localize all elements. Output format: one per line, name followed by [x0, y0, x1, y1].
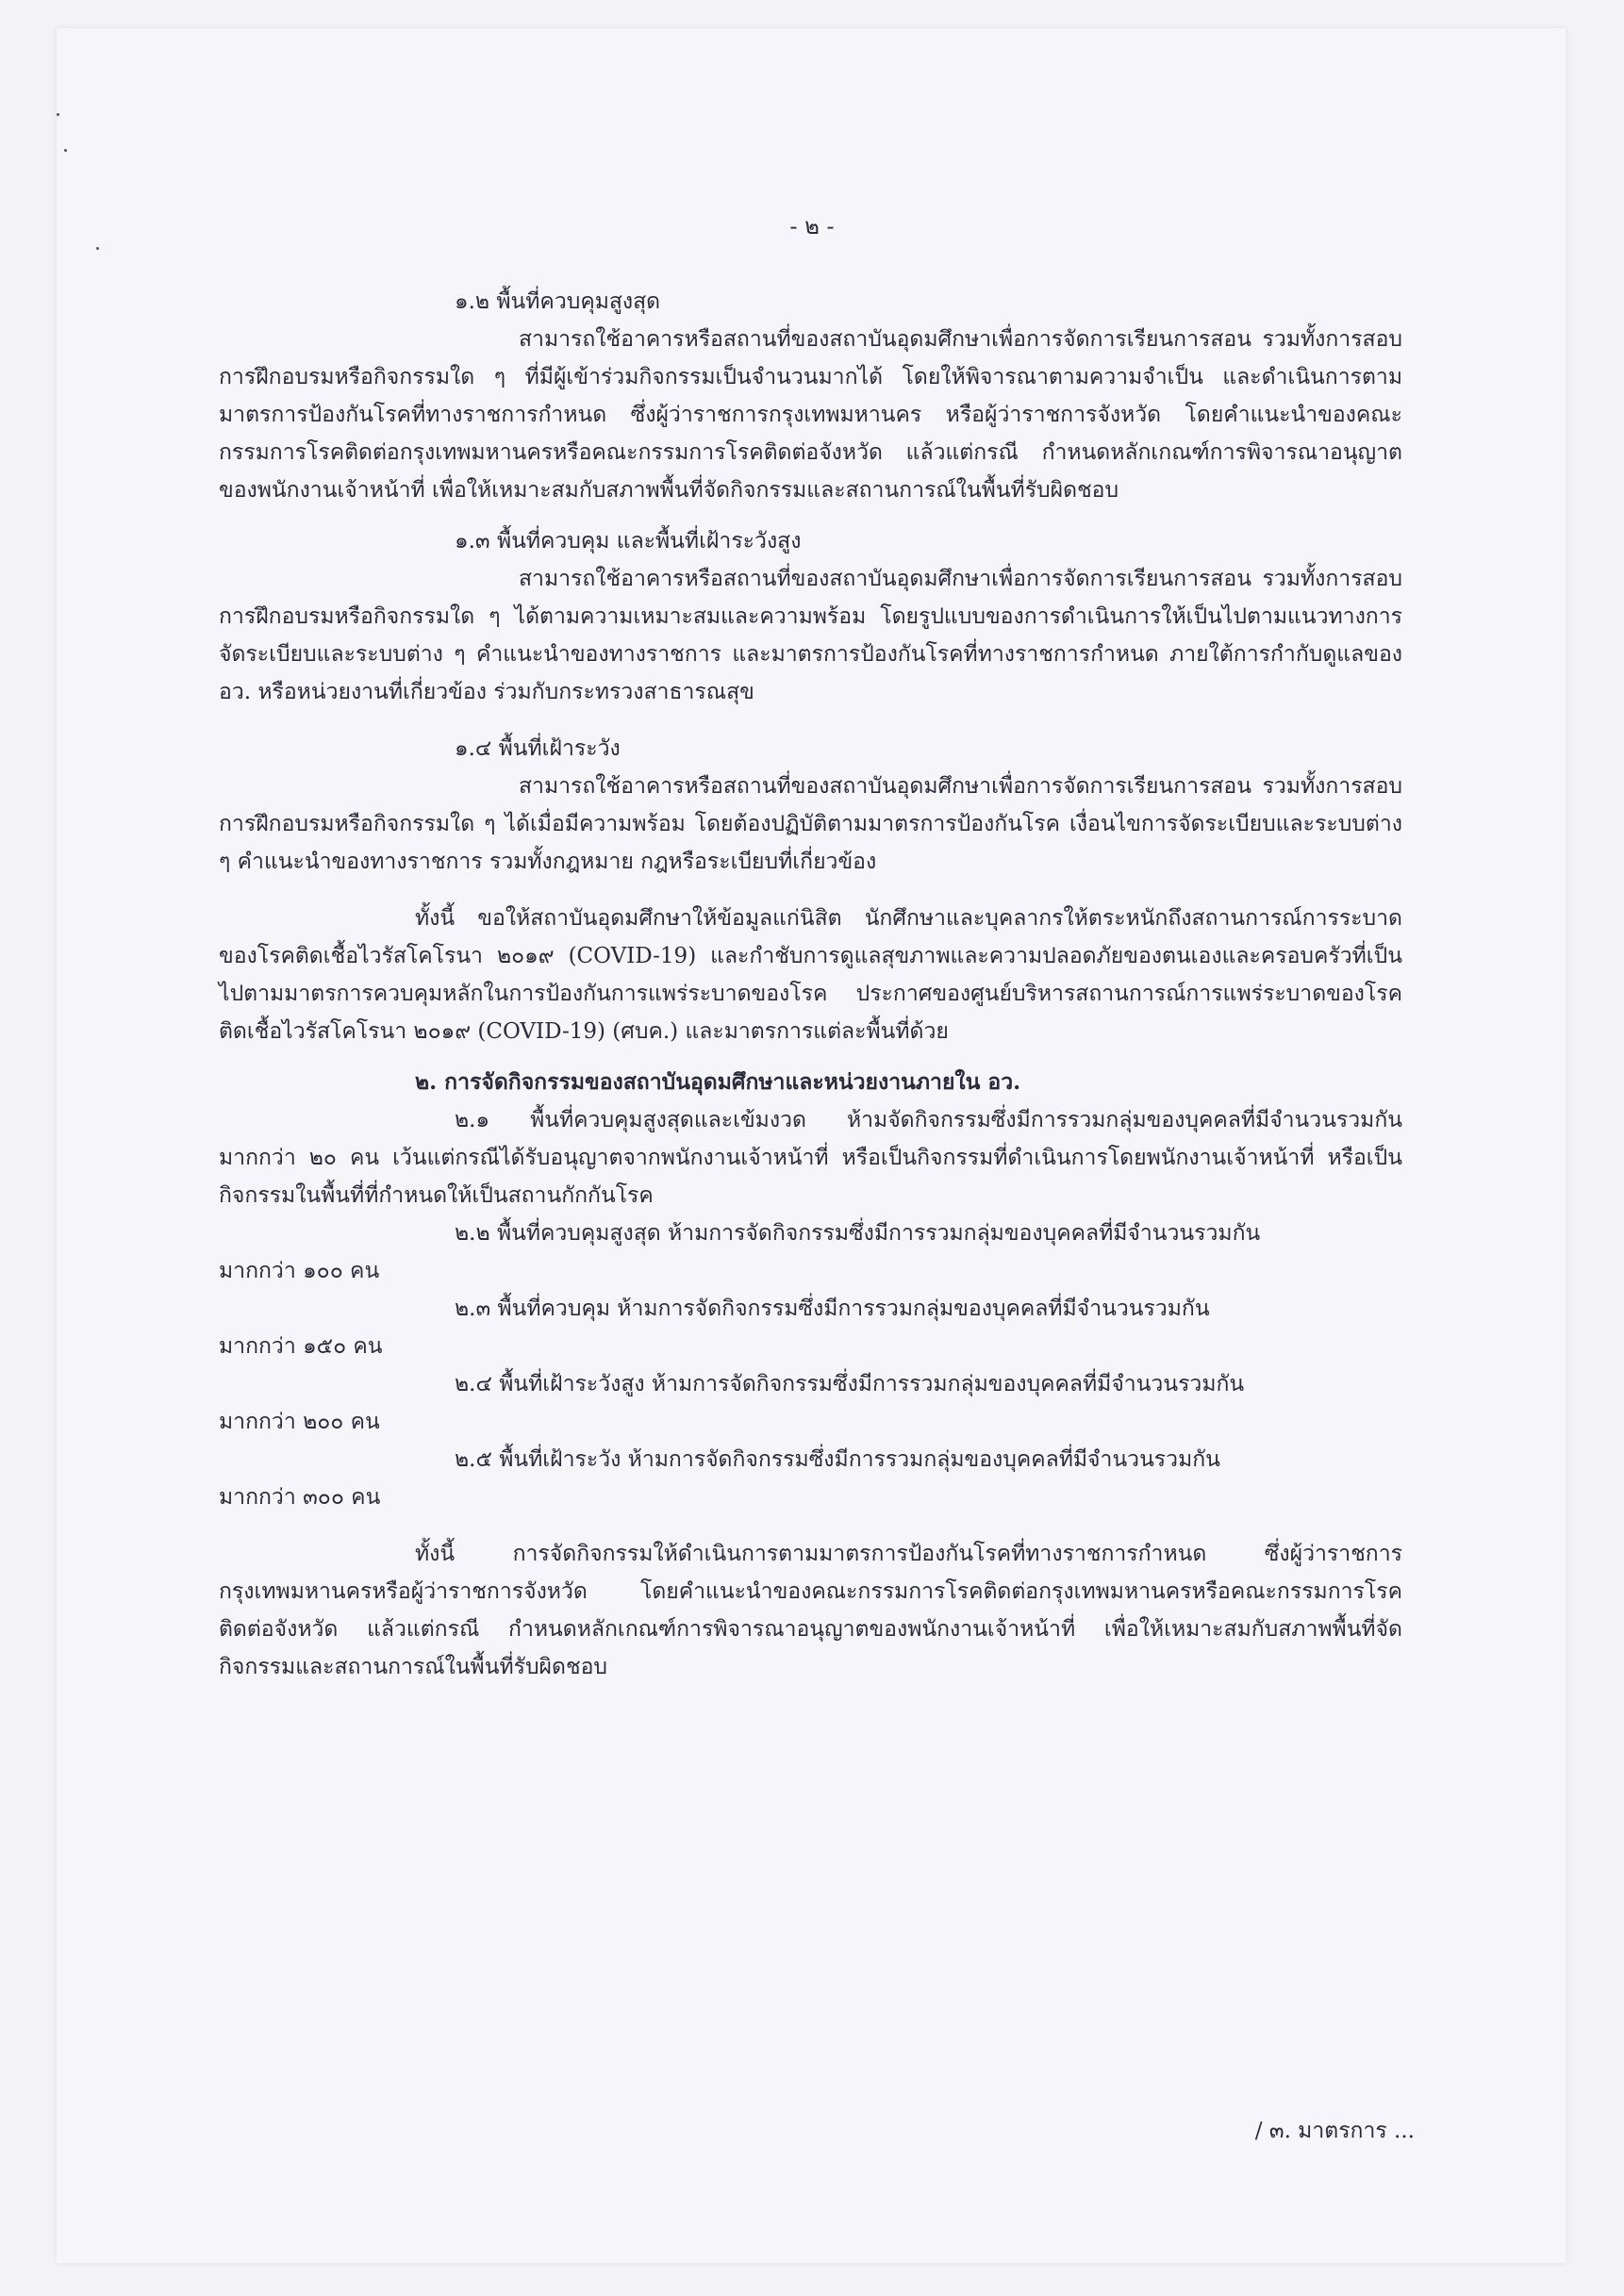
section-2-3-continuation: มากกว่า ๑๕๐ คน — [219, 1334, 383, 1359]
scan-speck — [96, 247, 99, 250]
scan-speck — [57, 113, 59, 116]
section-2-heading: ๒. การจัดกิจกรรมของสถาบันอุดมศึกษาและหน่วยงานภายใน อว. — [415, 1069, 1021, 1095]
document-body — [219, 283, 1402, 1686]
section-2-4-item: ๒.๔ พื้นที่เฝ้าระวังสูง ห้ามการจัดกิจกรรมซึ่งมีการรวมกลุ่มของบุคคลที่มีจำนวนรวมกัน — [455, 1372, 1245, 1396]
section-2-3-item: ๒.๓ พื้นที่ควบคุม ห้ามการจัดกิจกรรมซึ่งมีการรวมกลุ่มของบุคคลที่มีจำนวนรวมกัน — [455, 1297, 1210, 1321]
section-1-4-body: สามารถใช้อาคารหรือสถานที่ของสถาบันอุดมศึกษาเพื่อการจัดการเรียนการสอน รวมทั้งการสอบ การฝึกอบรมหรือกิจกรรมใด ๆ ได้เมื่อมีความพร้อม โดยต้องปฏิบัติตามมาตรการป้องกันโรค เงื่อนไขการจัดระเบียบและระบบต่าง ๆ คำแนะนำของทางราชการ รวมทั้งกฎหมาย กฎหรือระเบียบที่เกี่ยวข้อง — [219, 774, 1402, 874]
section-1-4-heading: ๑.๔ พื้นที่เฝ้าระวัง — [455, 736, 621, 761]
section-2-2-item: ๒.๒ พื้นที่ควบคุมสูงสุด ห้ามการจัดกิจกรรมซึ่งมีการรวมกลุ่มของบุคคลที่มีจำนวนรวมกัน — [455, 1221, 1261, 1246]
section-2-2-continuation: มากกว่า ๑๐๐ คน — [219, 1259, 380, 1283]
section-2-5-continuation: มากกว่า ๓๐๐ คน — [219, 1485, 381, 1510]
section-1-3-heading: ๑.๓ พื้นที่ควบคุม และพื้นที่เฝ้าระวังสูง — [455, 529, 802, 553]
continuation-reference: / ๓. มาตรการ ... — [1254, 2119, 1415, 2143]
page-number: - ๒ - — [789, 213, 835, 240]
section-1-2-body: สามารถใช้อาคารหรือสถานที่ของสถาบันอุดมศึกษาเพื่อการจัดการเรียนการสอน รวมทั้งการสอบ การฝึกอบรมหรือกิจกรรมใด ๆ ที่มีผู้เข้าร่วมกิจกรรมเป็นจำนวนมากได้ โดยให้พิจารณาตามความจำเป็น และดำเนินการตามมาตรการป้องกันโรคที่ทางราชการกำหนด ซึ่งผู้ว่าราชการกรุงเทพมหานคร หรือผู้ว่าราชการจังหวัด โดยคำแนะนำของคณะกรรมการโรคติดต่อกรุงเทพมหานครหรือคณะกรรมการโรคติดต่อจังหวัด แล้วแต่กรณี กำหนดหลักเกณฑ์การพิจารณาอนุญาตของพนักงานเจ้าหน้าที่ เพื่อให้เหมาะสมกับสภาพพื้นที่จัดกิจกรรมและสถานการณ์ในพื้นที่รับผิดชอบ — [219, 327, 1402, 503]
section-2-5-item: ๒.๕ พื้นที่เฝ้าระวัง ห้ามการจัดกิจกรรมซึ่งมีการรวมกลุ่มของบุคคลที่มีจำนวนรวมกัน — [455, 1447, 1220, 1472]
section-1-2-heading: ๑.๒ พื้นที่ควบคุมสูงสุด — [455, 289, 661, 314]
section-2-1-item: ๒.๑ พื้นที่ควบคุมสูงสุดและเข้มงวด ห้ามจัดกิจกรรมซึ่งมีการรวมกลุ่มของบุคคลที่มีจำนวนรวมกันมากกว่า ๒๐ คน เว้นแต่กรณีได้รับอนุญาตจากพนักงานเจ้าหน้าที่ หรือเป็นกิจกรรมที่ดำเนินการโดยพนักงานเจ้าหน้าที่ หรือเป็นกิจกรรมในพื้นที่ที่กำหนดให้เป็นสถานกักกันโรค — [219, 1108, 1402, 1208]
section-1-3-body: สามารถใช้อาคารหรือสถานที่ของสถาบันอุดมศึกษาเพื่อการจัดการเรียนการสอน รวมทั้งการสอบ การฝึกอบรมหรือกิจกรรมใด ๆ ได้ตามความเหมาะสมและความพร้อม โดยรูปแบบของการดำเนินการให้เป็นไปตามแนวทางการจัดระเบียบและระบบต่าง ๆ คำแนะนำของทางราชการ และมาตรการป้องกันโรคที่ทางราชการกำหนด ภายใต้การกำกับดูแลของ อว. หรือหน่วยงานที่เกี่ยวข้อง ร่วมกับกระทรวงสาธารณสุข — [219, 567, 1402, 704]
note-paragraph-1: ทั้งนี้ ขอให้สถาบันอุดมศึกษาให้ข้อมูลแก่นิสิต นักศึกษาและบุคลากรให้ตระหนักถึงสถานการณ์การระบาดของโรคติดเชื้อไวรัสโคโรนา ๒๐๑๙ (COVID-19) และกำชับการดูแลสุขภาพและความปลอดภัยของตนเองและครอบครัวที่เป็นไปตามมาตรการควบคุมหลักในการป้องกันการแพร่ระบาดของโรค ประกาศของศูนย์บริหารสถานการณ์การแพร่ระบาดของโรคติดเชื้อไวรัสโคโรนา ๒๐๑๙ (COVID-19) (ศบค.) และมาตรการแต่ละพื้นที่ด้วย — [219, 906, 1402, 1044]
section-2-4-continuation: มากกว่า ๒๐๐ คน — [219, 1410, 380, 1434]
scan-speck — [64, 149, 67, 152]
note-paragraph-2: ทั้งนี้ การจัดกิจกรรมให้ดำเนินการตามมาตรการป้องกันโรคที่ทางราชการกำหนด ซึ่งผู้ว่าราชการกรุงเทพมหานครหรือผู้ว่าราชการจังหวัด โดยคำแนะนำของคณะกรรมการโรคติดต่อกรุงเทพมหานครหรือคณะกรรมการโรคติดต่อจังหวัด แล้วแต่กรณี กำหนดหลักเกณฑ์การพิจารณาอนุญาตของพนักงานเจ้าหน้าที่ เพื่อให้เหมาะสมกับสภาพพื้นที่จัดกิจกรรมและสถานการณ์ในพื้นที่รับผิดชอบ — [219, 1542, 1402, 1679]
